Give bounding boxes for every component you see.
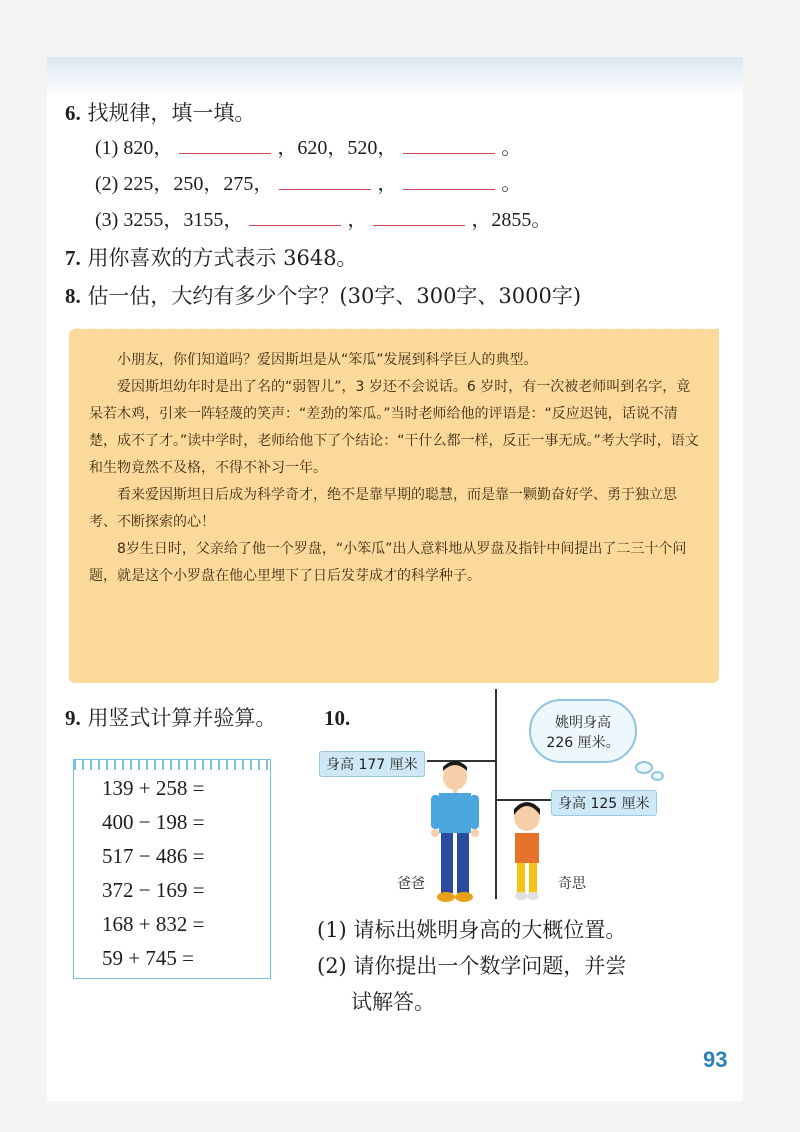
- q7: [65, 245, 358, 271]
- q6-title: [65, 100, 255, 126]
- q6-row-1-end: 。: [501, 137, 522, 159]
- height-scale-line: [495, 689, 497, 899]
- q6-row-2-end: 。: [501, 173, 522, 195]
- answer-blank[interactable]: [373, 207, 465, 226]
- q6-row-1-start: (1) 820，: [95, 137, 174, 159]
- bubble-line-2: 226 厘米。: [546, 735, 620, 751]
- kid-height-tag: 身高 125 厘米: [551, 790, 657, 816]
- q9-title: [65, 705, 276, 731]
- story-paragraph: 看来爱因斯坦日后成为科学奇才，绝不是靠早期的聪慧，而是靠一颗勤奋好学、勇于独立思考、不断探索的心！: [89, 487, 677, 530]
- spiral-binding: [74, 760, 270, 770]
- calc-item: 372 − 169 =: [102, 878, 205, 902]
- einstein-story-box: [69, 329, 719, 683]
- page-number: 93: [703, 1047, 728, 1072]
- q6-number: 6.: [65, 101, 81, 125]
- header-band: [47, 57, 743, 97]
- q10-number: 10.: [324, 706, 351, 730]
- calc-item: 139 + 258 =: [102, 776, 205, 800]
- calc-item: 59 + 745 =: [102, 946, 194, 970]
- q10-title: [324, 705, 350, 731]
- answer-blank[interactable]: [279, 171, 371, 190]
- q6-row-3-end: ，2855。: [471, 209, 552, 231]
- q6-row-2-mid: ，: [377, 173, 398, 195]
- thought-bubble: [529, 699, 637, 763]
- story-paragraph: 8岁生日时，父亲给了他一个罗盘，“小笨瓜”出人意料地从罗盘及指针中间提出了二三十个问题，就是这个小罗盘在他心里埋下了日后发芽成才的科学种子。: [89, 541, 687, 584]
- q6-row-3: [95, 207, 551, 233]
- answer-blank[interactable]: [249, 207, 341, 226]
- calculation-card: [73, 759, 271, 979]
- q6-text: 找规律，填一填。: [87, 101, 256, 125]
- q6-row-1-mid: ，620，520，: [277, 137, 398, 159]
- q9-number: 9.: [65, 706, 81, 730]
- q8: [65, 283, 581, 309]
- dad-height-tag: 身高 177 厘米: [319, 751, 425, 777]
- answer-blank[interactable]: [403, 135, 495, 154]
- calc-item: 168 + 832 =: [102, 912, 205, 936]
- q6-row-1: [95, 135, 521, 161]
- kid-figure: [507, 801, 547, 901]
- textbook-page: [47, 57, 743, 1101]
- q6-row-2: [95, 171, 521, 197]
- q8-number: 8.: [65, 284, 81, 308]
- q8-text: 估一估，大约有多少个字？(30字、300字、3000字): [87, 284, 582, 308]
- q10-part-2: (2) 请你提出一个数学问题，并尝: [317, 954, 627, 978]
- q7-text: 用你喜欢的方式表示 3648。: [87, 246, 358, 270]
- calc-item: 400 − 198 =: [102, 810, 205, 834]
- answer-blank[interactable]: [403, 171, 495, 190]
- story-paragraph: 爱因斯坦幼年时是出了名的“弱智儿”，3 岁还不会说话。6 岁时，有一次被老师叫到名字，竟呆若木鸡，引来一阵轻蔑的笑声：“差劲的笨瓜。”当时老师给他的评语是：“反应迟钝，话说不清楚，成不了才。”读中学时，老师给他下了个结论：“干什么都一样，反正一事无成。”考大学时，语文和生物竟然不及格，不得不补习一年。: [89, 379, 699, 476]
- bubble-dot: [651, 771, 664, 781]
- story-paragraph: 小朋友，你们知道吗？爱因斯坦是从“笨瓜”发展到科学巨人的典型。: [117, 352, 538, 368]
- q6-row-3-start: (3) 3255，3155，: [95, 209, 244, 231]
- q9-text: 用竖式计算并验算。: [87, 706, 277, 730]
- dad-figure: [427, 761, 483, 905]
- q10-part-1: (1) 请标出姚明身高的大概位置。: [317, 918, 627, 942]
- bubble-line-1: 姚明身高: [555, 715, 611, 731]
- q7-number: 7.: [65, 246, 81, 270]
- kid-label: 奇思: [558, 876, 586, 892]
- q6-row-2-start: (2) 225，250，275，: [95, 173, 274, 195]
- bubble-dot: [635, 761, 653, 774]
- answer-blank[interactable]: [179, 135, 271, 154]
- q6-row-3-mid: ，: [347, 209, 368, 231]
- dad-label: 爸爸: [397, 876, 425, 892]
- calc-item: 517 − 486 =: [102, 844, 205, 868]
- q10-part-2-cont: 试解答。: [351, 990, 435, 1014]
